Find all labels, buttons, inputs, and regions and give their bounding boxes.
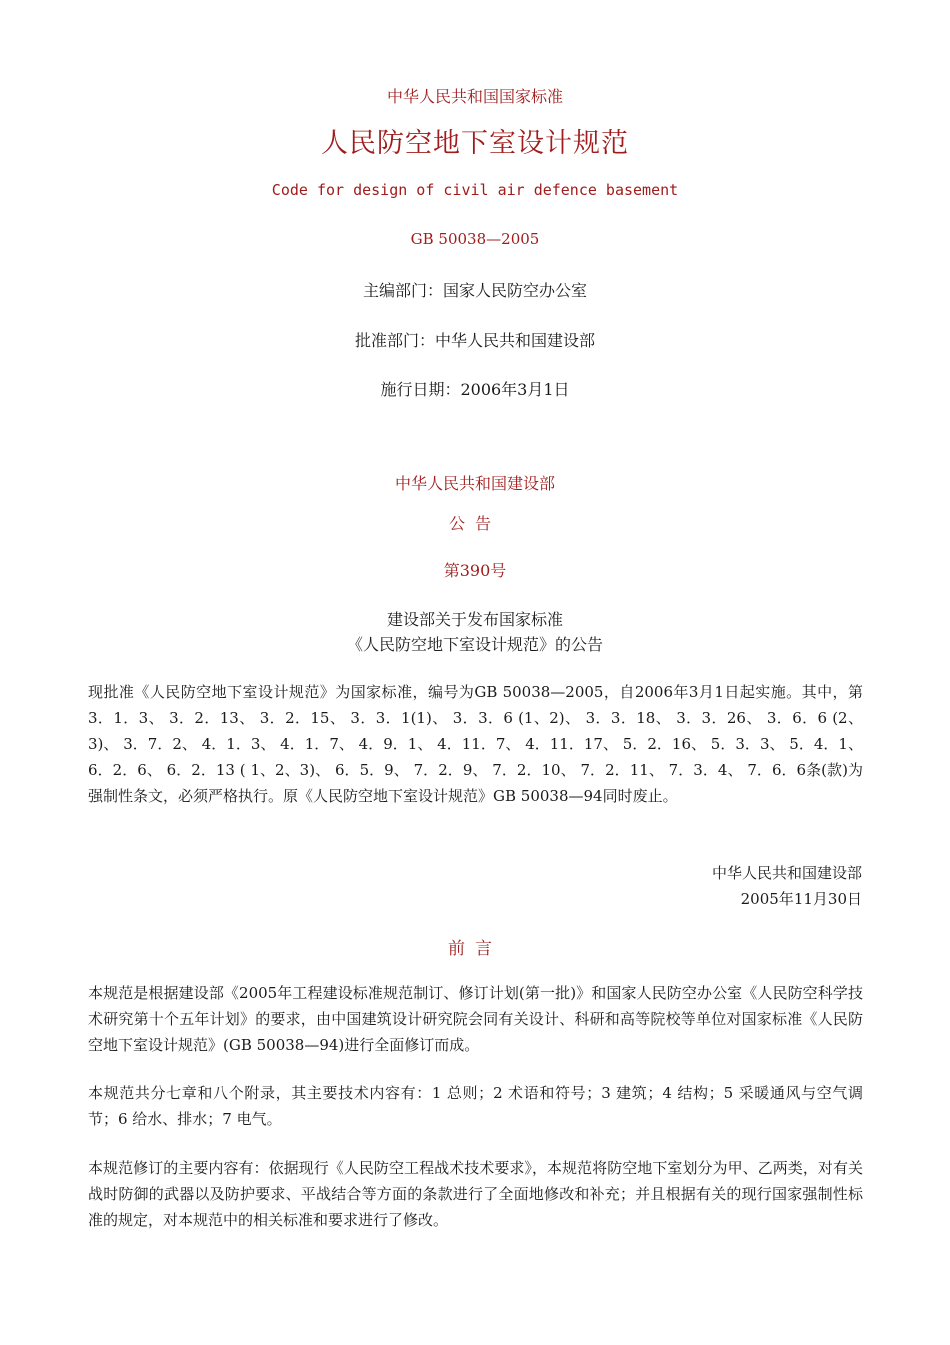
foreword-paragraph: 本规范共分七章和八个附录，其主要技术内容有：1 总则；2 术语和符号；3 建筑；4 结构；5 采暖通风与空气调节；6 给水、排水；7 电气。	[88, 1084, 863, 1128]
announcement-label: 公告	[448, 514, 501, 533]
document-title: 人民防空地下室设计规范	[321, 128, 629, 159]
announcement-title-line2: 《人民防空地下室设计规范》的公告	[346, 635, 603, 654]
announcement-title-line1: 建设部关于发布国家标准	[386, 610, 563, 629]
effective-date: 施行日期：2006年3月1日	[380, 380, 570, 399]
standard-label: 中华人民共和国国家标准	[386, 87, 563, 106]
editor-department: 主编部门：国家人民防空办公室	[362, 281, 587, 300]
announcement-issuer: 中华人民共和国建设部	[394, 474, 555, 493]
foreword-paragraph: 本规范修订的主要内容有：依据现行《人民防空工程战术技术要求》，本规范将防空地下室划分为甲、乙两类，对有关战时防御的武器以及防护要求、平战结合等方面的条款进行了全面地修改和补充；并且根据有关的现行国家强制性标准的规定，对本规范中的相关标准和要求进行了修改。	[88, 1159, 863, 1229]
foreword-paragraph: 本规范是根据建设部《2005年工程建设标准规范制订、修订计划(第一批)》和国家人民防空办公室《人民防空科学技术研究第十个五年计划》的要求，由中国建筑设计研究院会同有关设计、科研和高等院校等单位对国家标准《人民防空地下室设计规范》(GB 50038—94)进行全面修订而成。	[88, 984, 863, 1054]
english-title: Code for design of civil air defence basement	[271, 181, 679, 199]
announcement-date: 2005年11月30日	[740, 890, 862, 908]
announcement-body: 现批准《人民防空地下室设计规范》为国家标准，编号为GB 50038—2005，自2006年3月1日起实施。其中，第3．1．3、 3．2．13、 3．2．15、 3．3．1(1)、 3．3．6 (1、2)、 3．3．18、 3．3．26、 3．6．6 (2、3)、 3．7．2、 4．1．3、 4．1．7、 4．9．1、 4．11．7、 4．11．17、 5．2．16、 5．3．3、 5．4．1、 6．2．6、 6．2．13 ( 1、2、3)、 6．5．9、 7．2．9、 7．2．10、 7．2．11、 7．3．4、 7．6．6条(款)为强制性条文，必须严格执行。原《人民防空地下室设计规范》GB 50038—94同时废止。	[88, 683, 863, 805]
announcement-number: 第390号	[443, 561, 507, 580]
foreword-heading: 前言	[448, 939, 502, 959]
standard-code: GB 50038—2005	[410, 230, 540, 248]
announcement-signature: 中华人民共和国建设部	[711, 864, 862, 882]
approval-department: 批准部门：中华人民共和国建设部	[354, 331, 595, 350]
